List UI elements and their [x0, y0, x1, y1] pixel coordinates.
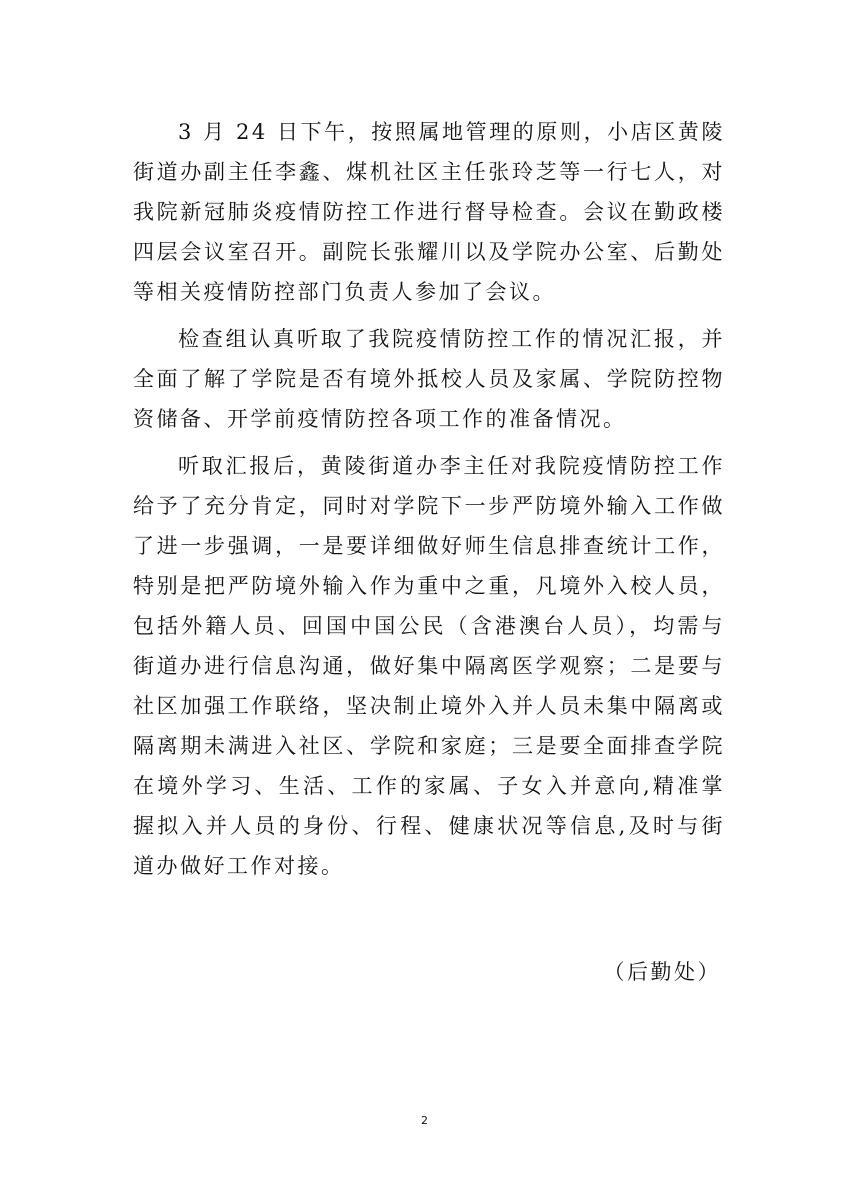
page-number: 2 [421, 1114, 428, 1127]
article-body [133, 112, 725, 886]
paragraph-requirements: 听取汇报后，黄陵街道办李主任对我院疫情防控工作给予了充分肯定，同时对学院下一步严防境外输入工作做了进一步强调，一是要详细做好师生信息排查统计工作，特别是把严防境外输入作为重中之重，凡境外入校人员，包括外籍人员、回国中国公民（含港澳台人员），均需与街道办进行信息沟通，做好集中隔离医学观察；二是要与社区加强工作联络，坚决制止境外入并人员未集中隔离或隔离期未满进入社区、学院和家庭；三是要全面排查学院在境外学习、生活、工作的家属、子女入并意向,精准掌握拟入并人员的身份、行程、健康状况等信息,及时与街道办做好工作对接。 [133, 454, 725, 878]
paragraph-inspection-visit: 3 月 24 日下午，按照属地管理的原则，小店区黄陵街道办副主任李鑫、煤机社区主任张玲芝等一行七人，对我院新冠肺炎疫情防控工作进行督导检查。会议在勤政楼四层会议室召开。副院长张耀川以及学院办公室、后勤处等相关疫情防控部门负责人参加了会议。 [133, 120, 725, 304]
paragraph-report-review: 检查组认真听取了我院疫情防控工作的情况汇报，并全面了解了学院是否有境外抵校人员及家属、学院防控物资储备、开学前疫情防控各项工作的准备情况。 [133, 327, 725, 431]
department-signature: （后勤处） [603, 960, 721, 984]
